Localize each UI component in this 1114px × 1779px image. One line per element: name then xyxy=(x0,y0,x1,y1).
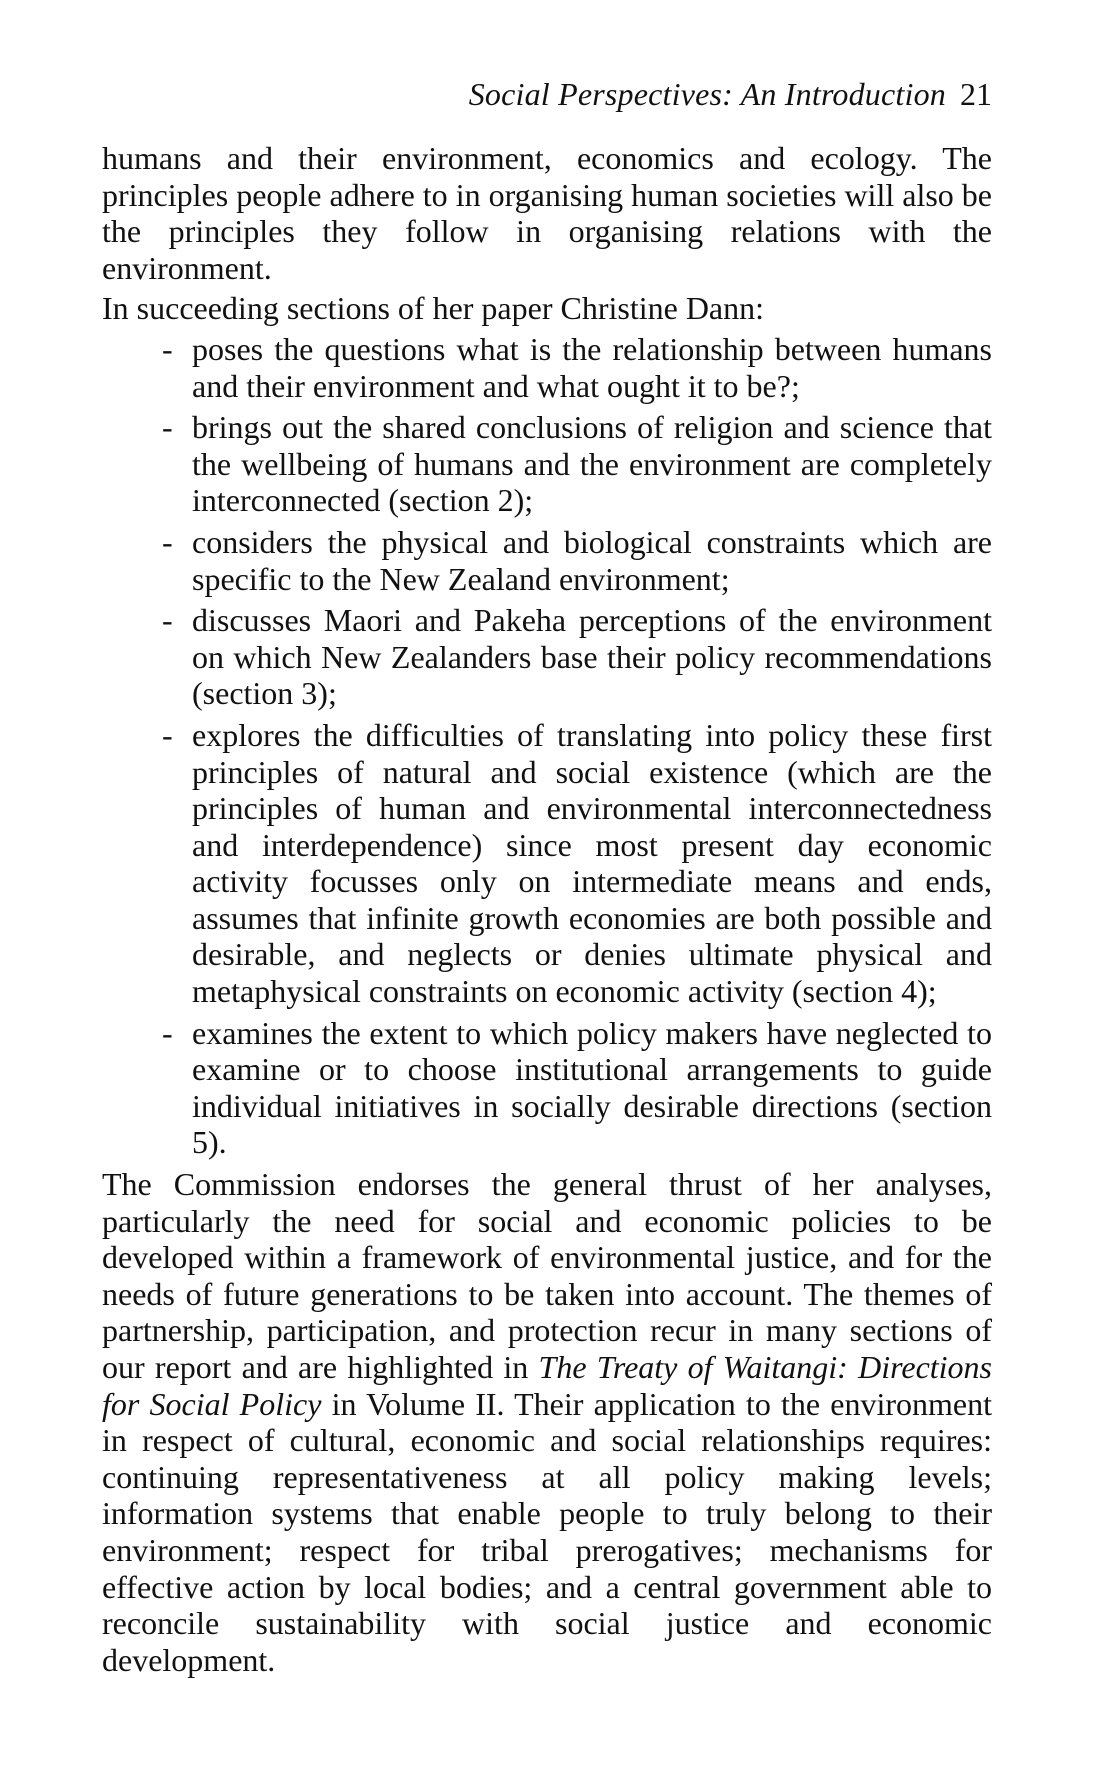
section-summary-list xyxy=(102,331,992,1161)
closing-text-part-1: The Commission endorses the general thrust of her analyses, particularly the need for social and economic policies to be developed within a framework of environmental justice, and for the needs of future generations to be taken into account. The themes of partnership, participation, and protection recur in many sections of our report and are highlighted in xyxy=(102,1166,992,1385)
page-number: 21 xyxy=(960,76,992,112)
list-item xyxy=(102,1015,992,1161)
dash-marker: - xyxy=(162,716,173,753)
closing-paragraph xyxy=(102,1166,992,1678)
dash-marker: - xyxy=(162,602,173,639)
intro-paragraph: humans and their environment, economics and ecology. The principles people adhere to in organising human societies will also be the principles they follow in organising relations with the environment. xyxy=(102,140,992,286)
list-item xyxy=(102,524,992,597)
list-item xyxy=(102,331,992,404)
dash-marker: - xyxy=(162,523,173,560)
publication-title: The Treaty of Waitangi: Directions for Social Policy xyxy=(102,1349,992,1422)
list-item-text: poses the questions what is the relationship between humans and their environment and what ought it to be?; xyxy=(192,330,992,404)
list-item-text: examines the extent to which policy makers have neglected to examine or to choose institutional arrangements to guide individual initiatives in socially desirable directions (section 5). xyxy=(192,1014,992,1161)
list-item-text: considers the physical and biological constraints which are specific to the New Zealand environment; xyxy=(192,523,992,597)
list-item xyxy=(102,602,992,712)
list-item-text: discusses Maori and Pakeha perceptions of the environment on which New Zealanders base their policy recommendations (section 3); xyxy=(192,602,992,712)
running-head xyxy=(469,74,992,114)
dash-marker: - xyxy=(162,409,173,446)
closing-text-part-2: in Volume II. Their application to the environment in respect of cultural, economic and social relationships requires: continuing representativeness at all policy making levels; information systems that enable people to truly belong to their environment; respect for tribal prerogatives; mechanisms for effective action by local bodies; and a central government able to reconcile sustainability with social justice and economic development. xyxy=(102,1385,993,1678)
list-item xyxy=(102,717,992,1010)
list-item-text: brings out the shared conclusions of religion and science that the wellbeing of humans and the environment are completely interconnected (section 2); xyxy=(192,409,992,519)
page-body xyxy=(102,140,992,1678)
running-title: Social Perspectives: An Introduction xyxy=(468,76,946,112)
dash-marker: - xyxy=(162,330,173,367)
list-item-text: explores the difficulties of translating into policy these first principles of natural and social existence (which are the principles of human and environmental interconnectedness and interdependence) since most present day economic activity focusses only on intermediate means and ends, assumes that infinite growth economies are both possible and desirable, and neglects or denies ultimate physical and metaphysical constraints on economic activity (section 4); xyxy=(192,716,992,1010)
lead-in-sentence: In succeeding sections of her paper Christine Dann: xyxy=(102,290,765,327)
dash-marker: - xyxy=(162,1014,173,1051)
list-item xyxy=(102,409,992,519)
